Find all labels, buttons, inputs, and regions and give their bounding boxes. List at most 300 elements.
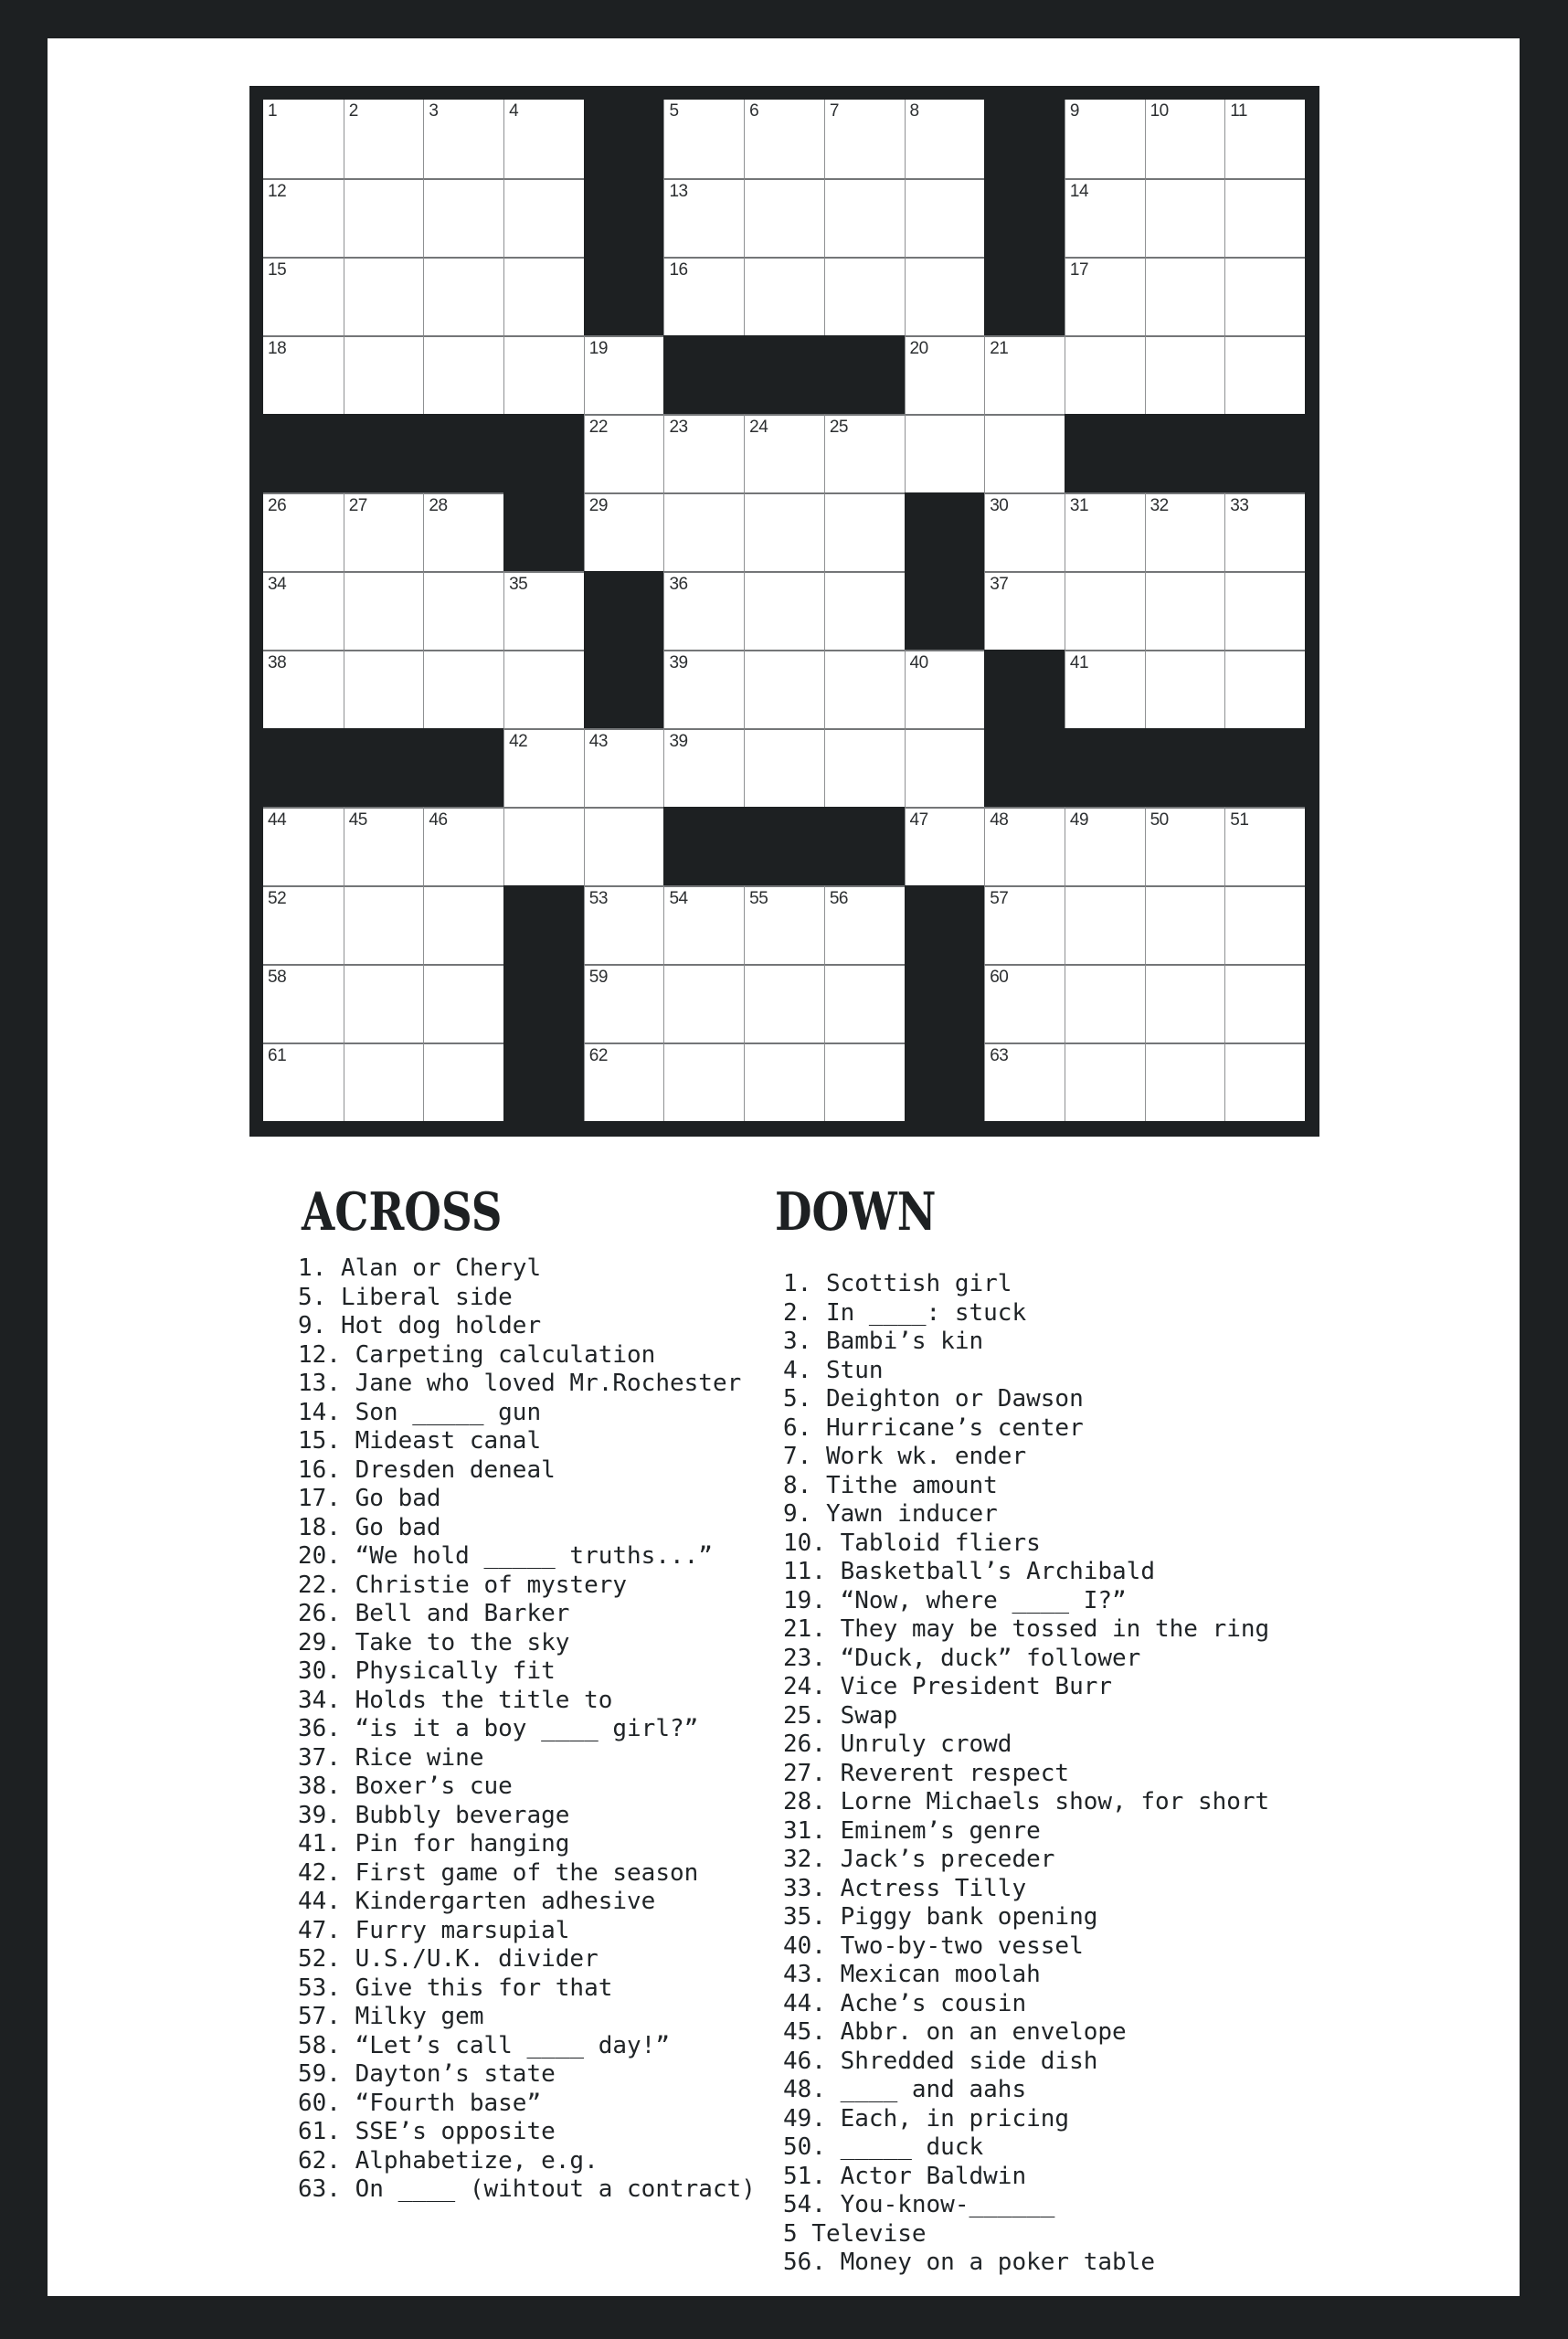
grid-cell-r6c6[interactable] [663,492,744,571]
down-clue: 31. Eminem’s genre [783,1816,1041,1845]
across-clue: 26. Bell and Barker [298,1600,570,1627]
grid-cell-r5c9[interactable] [905,414,985,492]
grid-cell-r1c8[interactable] [824,100,905,178]
grid-cell-r5c5[interactable] [584,414,664,492]
cell-number: 21 [990,339,1009,358]
grid-cell-r3c9[interactable] [905,257,985,335]
grid-cell-r3c8[interactable] [824,257,905,335]
grid-cell-r2c3[interactable] [423,178,503,257]
grid-cell-r2c9[interactable] [905,178,985,257]
grid-cell-r3c1[interactable] [263,257,344,335]
across-clue: 20. “We hold _____ truths...” [298,1542,713,1570]
grid-cell-r3c6[interactable] [663,257,744,335]
down-clue: 9. Yawn inducer [783,1500,998,1528]
grid-cell-r11c3[interactable] [423,885,503,964]
cell-number: 54 [669,889,688,908]
grid-cell-r11c4 [503,885,584,964]
grid-cell-r6c5[interactable] [584,492,664,571]
grid-cell-r11c12[interactable] [1145,885,1225,964]
grid-cell-r10c10[interactable] [984,807,1065,885]
grid-cell-r13c2[interactable] [344,1042,424,1121]
down-clue: 46. Shredded side dish [783,2047,1098,2075]
cell-number: 62 [588,1046,608,1065]
grid-cell-r4c3[interactable] [423,335,503,414]
cell-number: 7 [829,101,839,121]
grid-cell-r13c9 [905,1042,985,1121]
grid-cell-r10c8 [824,807,905,885]
grid-cell-r3c4[interactable] [503,257,584,335]
down-clue: 33. Actress Tilly [783,1874,1027,1902]
grid-cell-r11c8[interactable] [824,885,905,964]
cell-number: 44 [268,810,287,830]
down-clue: 28. Lorne Michaels show, for short [783,1788,1270,1815]
down-clue: 54. You-know-______ [783,2191,1055,2218]
cell-number: 10 [1150,101,1169,121]
down-clue: 35. Piggy bank opening [783,1903,1098,1931]
cell-number: 9 [1069,101,1079,121]
crossword-grid [263,100,1305,1121]
grid-cell-r13c5[interactable] [584,1042,664,1121]
grid-cell-r3c12[interactable] [1145,257,1225,335]
grid-cell-r4c10[interactable] [984,335,1065,414]
grid-cell-r6c3[interactable] [423,492,503,571]
grid-cell-r6c8[interactable] [824,492,905,571]
down-clue: 50. _____ duck [783,2133,984,2161]
grid-cell-r1c4[interactable] [503,100,584,178]
grid-cell-r9c7[interactable] [744,728,824,807]
across-clue: 12. Carpeting calculation [298,1340,656,1369]
cell-number: 13 [669,182,688,201]
cell-number: 24 [749,418,768,437]
grid-cell-r1c11[interactable] [1065,100,1145,178]
grid-cell-r2c1[interactable] [263,178,344,257]
grid-cell-r11c5[interactable] [584,885,664,964]
grid-cell-r9c12 [1145,728,1225,807]
across-clue: 13. Jane who loved Mr.Rochester [298,1370,742,1397]
across-clue: 14. Son _____ gun [298,1398,542,1426]
grid-cell-r2c10 [984,178,1065,257]
across-clue: 18. Go bad [298,1513,441,1541]
grid-cell-r7c9 [905,571,985,650]
grid-cell-r9c3 [423,728,503,807]
grid-cell-r5c7[interactable] [744,414,824,492]
grid-cell-r12c8[interactable] [824,964,905,1042]
cell-number: 33 [1230,496,1249,515]
down-clue: 19. “Now, where ____ I?” [783,1586,1127,1614]
across-clue: 53. Give this for that [298,1974,613,2002]
grid-cell-r9c11 [1065,728,1145,807]
cell-number: 32 [1150,496,1169,515]
cell-number: 23 [669,418,688,437]
across-clue: 15. Mideast canal [298,1427,542,1455]
grid-cell-r5c10[interactable] [984,414,1065,492]
grid-cell-r7c10[interactable] [984,571,1065,650]
cell-number: 27 [348,496,367,515]
grid-cell-r2c4[interactable] [503,178,584,257]
cell-number: 56 [829,889,848,908]
cell-number: 4 [509,101,519,121]
down-clue: 5 Televise [783,2219,927,2248]
down-clue: 45. Abbr. on an envelope [783,2018,1127,2046]
cell-number: 51 [1230,810,1249,830]
grid-cell-r6c2[interactable] [344,492,424,571]
cell-number: 12 [268,182,287,201]
cell-number: 25 [829,418,848,437]
grid-cell-r8c1[interactable] [263,650,344,728]
grid-cell-r6c1[interactable] [263,492,344,571]
cell-number: 49 [1069,810,1089,830]
grid-cell-r13c12[interactable] [1145,1042,1225,1121]
grid-cell-r3c10 [984,257,1065,335]
grid-cell-r9c1 [263,728,344,807]
down-clue: 56. Money on a poker table [783,2249,1155,2276]
grid-cell-r6c13[interactable] [1224,492,1305,571]
grid-cell-r4c11[interactable] [1065,335,1145,414]
grid-cell-r13c11[interactable] [1065,1042,1145,1121]
crossword-grid-frame [249,86,1319,1137]
grid-cell-r8c4[interactable] [503,650,584,728]
grid-cell-r3c13[interactable] [1224,257,1305,335]
grid-cell-r2c8[interactable] [824,178,905,257]
cell-number: 6 [749,101,759,121]
across-clue: 39. Bubbly beverage [298,1801,570,1829]
grid-cell-r2c7[interactable] [744,178,824,257]
down-clue: 21. They may be tossed in the ring [783,1615,1270,1643]
cell-number: 1 [268,101,278,121]
grid-cell-r8c5 [584,650,664,728]
cell-number: 17 [1069,260,1089,280]
grid-cell-r1c10 [984,100,1065,178]
across-clue: 16. Dresden deneal [298,1455,556,1484]
grid-cell-r5c11 [1065,414,1145,492]
across-clue: 41. Pin for hanging [298,1830,570,1857]
grid-cell-r1c6[interactable] [663,100,744,178]
grid-cell-r9c2 [344,728,424,807]
down-clue: 26. Unruly crowd [783,1730,1012,1758]
down-clue: 40. Two-by-two vessel [783,1932,1084,1960]
grid-cell-r7c1[interactable] [263,571,344,650]
across-clue: 47. Furry marsupial [298,1916,570,1944]
down-clue: 4. Stun [783,1356,884,1384]
across-clue: 42. First game of the season [298,1858,699,1887]
grid-cell-r4c13[interactable] [1224,335,1305,414]
down-clue: 44. Ache’s cousin [783,1989,1027,2017]
cell-number: 59 [588,968,608,987]
grid-cell-r6c4 [503,492,584,571]
across-clue: 52. U.S./U.K. divider [298,1945,599,1973]
grid-cell-r3c7[interactable] [744,257,824,335]
cell-number: 63 [990,1046,1009,1065]
across-clue: 37. Rice wine [298,1743,484,1772]
cell-number: 61 [268,1046,287,1065]
down-clue: 6. Hurricane’s center [783,1413,1084,1442]
grid-cell-r1c13[interactable] [1224,100,1305,178]
grid-cell-r6c10[interactable] [984,492,1065,571]
across-clue: 60. “Fourth base” [298,2089,542,2117]
grid-cell-r7c5 [584,571,664,650]
across-clue: 38. Boxer’s cue [298,1773,513,1800]
grid-cell-r3c5 [584,257,664,335]
grid-cell-r7c11[interactable] [1065,571,1145,650]
grid-cell-r10c9[interactable] [905,807,985,885]
grid-cell-r4c6 [663,335,744,414]
across-clue: 59. Dayton’s state [298,2060,556,2088]
down-clue: 10. Tabloid fliers [783,1529,1041,1557]
across-clue: 63. On ____ (wihtout a contract) [298,2175,756,2203]
cell-number: 15 [268,260,287,280]
down-clue: 2. In ____: stuck [783,1298,1027,1327]
grid-cell-r10c11[interactable] [1065,807,1145,885]
grid-cell-r4c9[interactable] [905,335,985,414]
grid-cell-r6c7[interactable] [744,492,824,571]
down-clue: 24. Vice President Burr [783,1673,1113,1700]
grid-cell-r7c8[interactable] [824,571,905,650]
grid-cell-r5c12 [1145,414,1225,492]
grid-cell-r3c11[interactable] [1065,257,1145,335]
grid-cell-r8c12[interactable] [1145,650,1225,728]
grid-cell-r9c8[interactable] [824,728,905,807]
across-clue: 62. Alphabetize, e.g. [298,2146,599,2175]
across-clue: 58. “Let’s call ____ day!” [298,2031,670,2059]
cell-number: 2 [348,101,358,121]
grid-cell-r13c7[interactable] [744,1042,824,1121]
across-clue: 17. Go bad [298,1485,441,1512]
cell-number: 47 [909,810,928,830]
grid-cell-r2c6[interactable] [663,178,744,257]
grid-cell-r10c1[interactable] [263,807,344,885]
grid-cell-r7c12[interactable] [1145,571,1225,650]
grid-cell-r2c2[interactable] [344,178,424,257]
cell-number: 53 [588,889,608,908]
grid-cell-r3c3[interactable] [423,257,503,335]
across-clue: 30. Physically fit [298,1657,556,1685]
grid-cell-r7c2[interactable] [344,571,424,650]
grid-cell-r12c7[interactable] [744,964,824,1042]
across-clue-list [298,1254,756,2205]
grid-cell-r5c13 [1224,414,1305,492]
grid-cell-r4c4[interactable] [503,335,584,414]
down-clue: 3. Bambi’s kin [783,1328,984,1355]
cell-number: 28 [429,496,448,515]
grid-cell-r4c8 [824,335,905,414]
grid-cell-r12c12[interactable] [1145,964,1225,1042]
grid-cell-r1c3[interactable] [423,100,503,178]
grid-cell-r13c3[interactable] [423,1042,503,1121]
grid-cell-r1c9[interactable] [905,100,985,178]
grid-cell-r1c7[interactable] [744,100,824,178]
cell-number: 14 [1069,182,1089,201]
cell-number: 22 [588,418,608,437]
down-clue-list [783,1270,1269,2278]
grid-cell-r2c13[interactable] [1224,178,1305,257]
grid-cell-r12c1[interactable] [263,964,344,1042]
grid-cell-r4c7 [744,335,824,414]
cell-number: 37 [990,575,1009,594]
grid-cell-r13c10[interactable] [984,1042,1065,1121]
cell-number: 36 [669,575,688,594]
grid-cell-r12c13[interactable] [1224,964,1305,1042]
grid-cell-r2c12[interactable] [1145,178,1225,257]
grid-cell-r10c6 [663,807,744,885]
grid-cell-r11c13[interactable] [1224,885,1305,964]
grid-cell-r8c2[interactable] [344,650,424,728]
down-clue: 48. ____ and aahs [783,2076,1027,2103]
down-clue: 23. “Duck, duck” follower [783,1644,1141,1672]
down-clue: 1. Scottish girl [783,1270,1012,1297]
cell-number: 41 [1069,653,1089,672]
grid-cell-r8c6[interactable] [663,650,744,728]
across-clue: 44. Kindergarten adhesive [298,1888,656,1915]
grid-cell-r5c4 [503,414,584,492]
cell-number: 45 [348,810,367,830]
grid-cell-r5c2 [344,414,424,492]
grid-cell-r7c7[interactable] [744,571,824,650]
cell-number: 16 [669,260,688,280]
down-clue: 5. Deighton or Dawson [783,1385,1084,1413]
grid-cell-r10c12[interactable] [1145,807,1225,885]
grid-cell-r12c11[interactable] [1065,964,1145,1042]
down-clue: 43. Mexican moolah [783,1961,1041,1988]
grid-cell-r9c5[interactable] [584,728,664,807]
cell-number: 3 [429,101,439,121]
grid-cell-r10c3[interactable] [423,807,503,885]
grid-cell-r3c2[interactable] [344,257,424,335]
grid-cell-r13c1[interactable] [263,1042,344,1121]
cell-number: 48 [990,810,1009,830]
grid-cell-r1c1[interactable] [263,100,344,178]
cell-number: 55 [749,889,768,908]
grid-cell-r12c5[interactable] [584,964,664,1042]
grid-cell-r12c3[interactable] [423,964,503,1042]
grid-cell-r10c2[interactable] [344,807,424,885]
grid-cell-r2c11[interactable] [1065,178,1145,257]
grid-cell-r6c12[interactable] [1145,492,1225,571]
grid-cell-r12c10[interactable] [984,964,1065,1042]
across-clue: 36. “is it a boy ____ girl?” [298,1715,699,1742]
grid-cell-r7c3[interactable] [423,571,503,650]
grid-cell-r8c7[interactable] [744,650,824,728]
grid-cell-r1c5 [584,100,664,178]
down-clue: 27. Reverent respect [783,1759,1070,1787]
across-clue: 1. Alan or Cheryl [298,1254,542,1282]
grid-cell-r4c1[interactable] [263,335,344,414]
cell-number: 38 [268,653,287,672]
grid-cell-r8c3[interactable] [423,650,503,728]
across-clue: 5. Liberal side [298,1283,513,1311]
grid-cell-r8c11[interactable] [1065,650,1145,728]
grid-cell-r11c1[interactable] [263,885,344,964]
cell-number: 46 [429,810,448,830]
grid-cell-r11c10[interactable] [984,885,1065,964]
grid-cell-r4c12[interactable] [1145,335,1225,414]
cell-number: 31 [1069,496,1089,515]
grid-cell-r1c12[interactable] [1145,100,1225,178]
grid-cell-r11c11[interactable] [1065,885,1145,964]
cell-number: 34 [268,575,287,594]
cell-number: 30 [990,496,1009,515]
cell-number: 58 [268,968,287,987]
across-clue: 29. Take to the sky [298,1628,570,1656]
down-clue: 32. Jack’s preceder [783,1846,1055,1873]
grid-cell-r10c5[interactable] [584,807,664,885]
grid-cell-r9c9[interactable] [905,728,985,807]
page-content [48,38,1520,2296]
grid-cell-r5c1 [263,414,344,492]
grid-cell-r7c6[interactable] [663,571,744,650]
cell-number: 50 [1150,810,1169,830]
down-clue: 51. Actor Baldwin [783,2162,1027,2190]
cell-number: 29 [588,496,608,515]
across-clue: 9. Hot dog holder [298,1312,542,1339]
grid-cell-r12c4 [503,964,584,1042]
grid-cell-r10c7 [744,807,824,885]
grid-cell-r12c2[interactable] [344,964,424,1042]
cell-number: 20 [909,339,928,358]
down-clue: 49. Each, in pricing [783,2104,1070,2133]
down-clue: 25. Swap [783,1701,898,1730]
grid-cell-r8c9[interactable] [905,650,985,728]
across-clue: 61. SSE’s opposite [298,2118,556,2145]
cell-number: 39 [669,732,688,751]
cell-number: 5 [669,101,679,121]
cell-number: 26 [268,496,287,515]
cell-number: 35 [509,575,528,594]
down-clue: 7. Work wk. ender [783,1443,1027,1470]
grid-cell-r13c13[interactable] [1224,1042,1305,1121]
grid-cell-r4c5[interactable] [584,335,664,414]
grid-cell-r10c13[interactable] [1224,807,1305,885]
cell-number: 60 [990,968,1009,987]
grid-cell-r1c2[interactable] [344,100,424,178]
cell-number: 39 [669,653,688,672]
grid-cell-r11c2[interactable] [344,885,424,964]
cell-number: 52 [268,889,287,908]
cell-number: 19 [588,339,608,358]
grid-cell-r13c4 [503,1042,584,1121]
grid-cell-r5c8[interactable] [824,414,905,492]
grid-cell-r8c8[interactable] [824,650,905,728]
grid-cell-r8c13[interactable] [1224,650,1305,728]
cell-number: 11 [1230,101,1247,121]
grid-cell-r12c6[interactable] [663,964,744,1042]
grid-cell-r9c13 [1224,728,1305,807]
grid-cell-r12c9 [905,964,985,1042]
grid-cell-r9c4[interactable] [503,728,584,807]
grid-cell-r5c3 [423,414,503,492]
grid-cell-r9c10 [984,728,1065,807]
grid-cell-r10c4[interactable] [503,807,584,885]
grid-cell-r5c6[interactable] [663,414,744,492]
down-clue: 8. Tithe amount [783,1471,998,1499]
down-clue: 11. Basketball’s Archibald [783,1558,1155,1585]
grid-cell-r11c6[interactable] [663,885,744,964]
grid-cell-r7c13[interactable] [1224,571,1305,650]
grid-cell-r13c8[interactable] [824,1042,905,1121]
grid-cell-r4c2[interactable] [344,335,424,414]
cell-number: 18 [268,339,287,358]
grid-cell-r11c7[interactable] [744,885,824,964]
cell-number: 40 [909,653,928,672]
grid-cell-r7c4[interactable] [503,571,584,650]
across-clue: 57. Milky gem [298,2003,484,2030]
grid-cell-r9c6[interactable] [663,728,744,807]
cell-number: 8 [909,101,919,121]
grid-cell-r13c6[interactable] [663,1042,744,1121]
down-heading: DOWN [775,1181,937,1243]
grid-cell-r2c5 [584,178,664,257]
grid-cell-r6c11[interactable] [1065,492,1145,571]
across-clue: 22. Christie of mystery [298,1571,628,1599]
